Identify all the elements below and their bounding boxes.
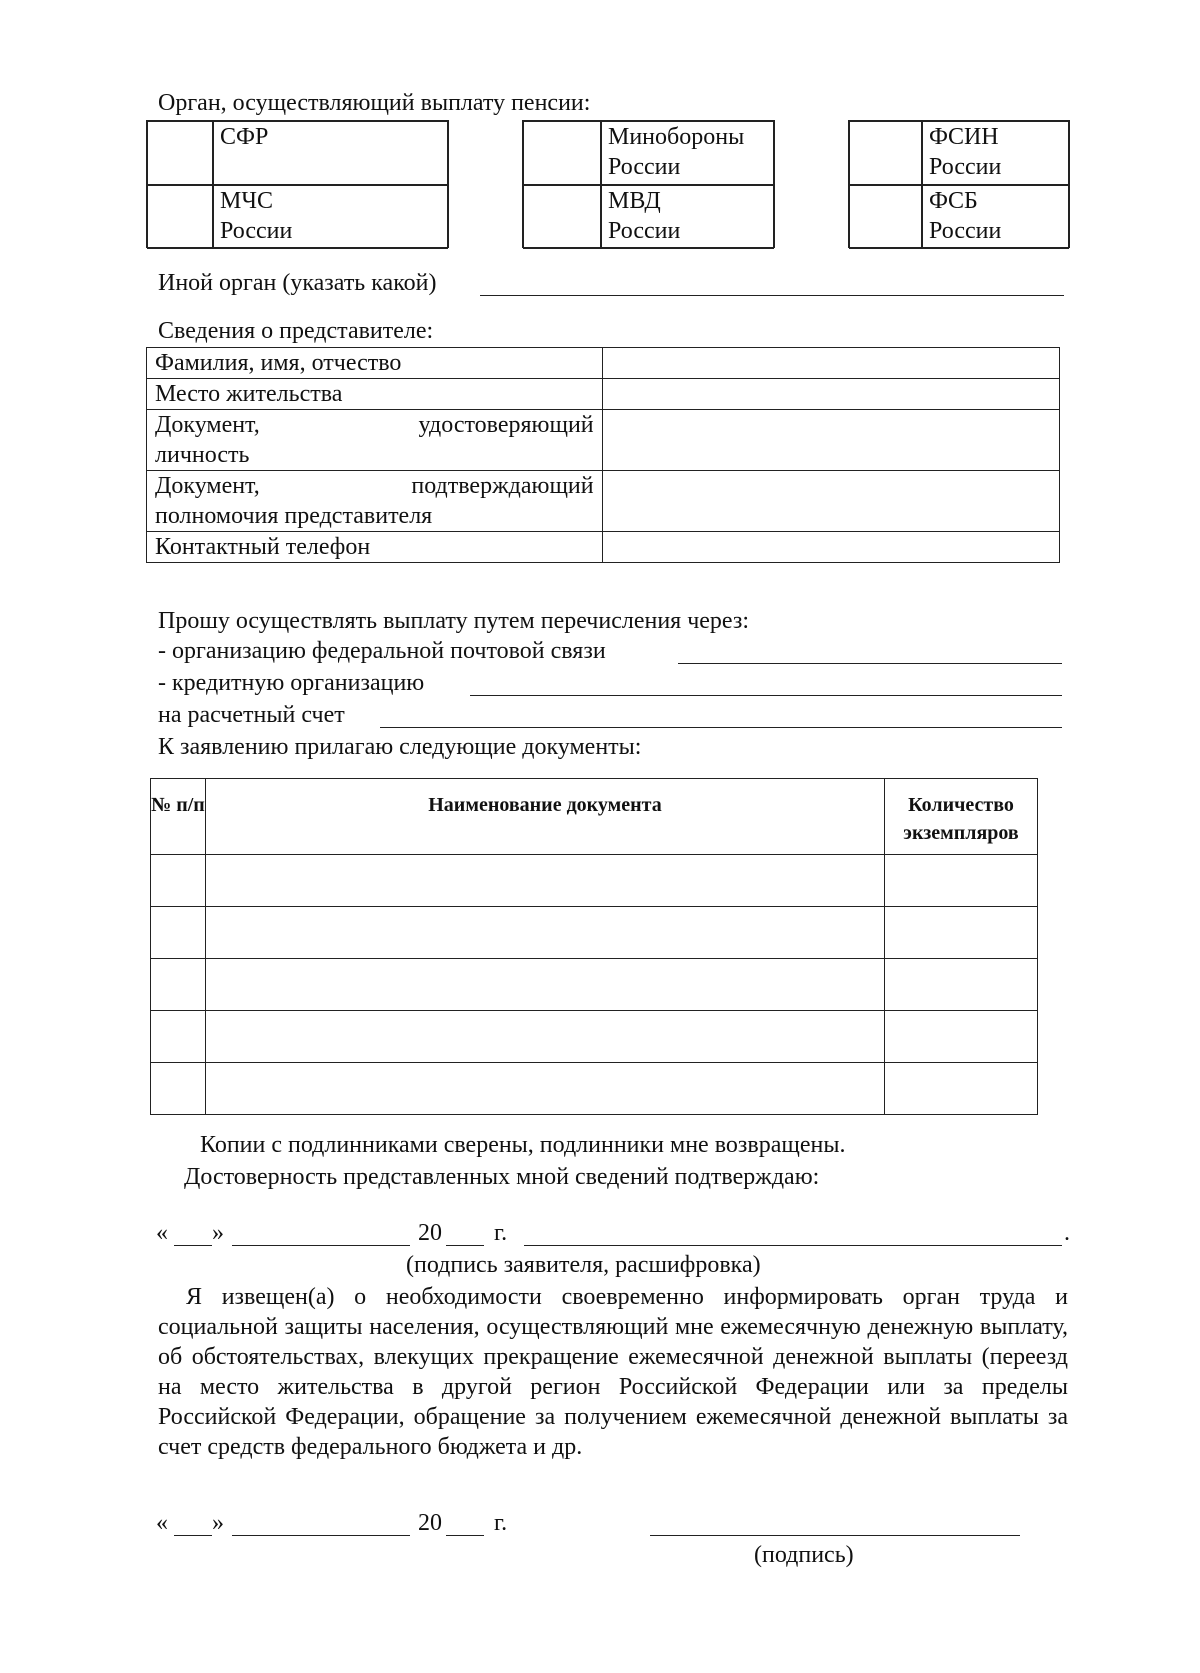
row-name-cell[interactable] <box>205 907 884 959</box>
copies-verified-text: Копии с подлинниками сверены, подлинники мне возвращены. <box>200 1132 846 1158</box>
date-month-field[interactable] <box>232 1245 410 1246</box>
rep-value-residence[interactable] <box>602 379 1059 410</box>
payment-postal-field[interactable] <box>678 663 1062 664</box>
row-number-cell[interactable] <box>151 907 206 959</box>
checkbox-mvd[interactable] <box>523 185 601 249</box>
checkbox-fsb[interactable] <box>849 185 922 249</box>
checkbox-sfr[interactable] <box>147 121 213 185</box>
rep-label-fio: Фамилия, имя, отчество <box>147 348 603 379</box>
applicant-signature-field[interactable] <box>524 1245 1062 1246</box>
checkbox-minoborony[interactable] <box>523 121 601 185</box>
row-name-cell[interactable] <box>205 1011 884 1063</box>
table-row <box>151 959 1038 1011</box>
row-name-cell[interactable] <box>205 1063 884 1115</box>
col-number-header: № п/п <box>151 779 206 855</box>
rep-value-fio[interactable] <box>602 348 1059 379</box>
row-number-cell[interactable] <box>151 855 206 907</box>
payment-credit-field[interactable] <box>470 695 1062 696</box>
payment-credit-label: - кредитную организацию <box>158 670 425 696</box>
rep-label-id-document: Документ, удостоверяющий личность <box>147 410 603 471</box>
row-quantity-cell[interactable] <box>885 959 1038 1011</box>
row-number-cell[interactable] <box>151 1063 206 1115</box>
date2-year-prefix: 20 <box>418 1510 442 1536</box>
date-open-quote: « <box>156 1220 168 1246</box>
col-quantity-header: Количество экземпляров <box>885 779 1038 855</box>
table-row <box>151 1011 1038 1063</box>
rep-row-phone <box>147 532 1060 563</box>
row-quantity-cell[interactable] <box>885 907 1038 959</box>
organ-mchs: МЧС России <box>213 185 448 249</box>
rep-row-fio <box>147 348 1060 379</box>
organ-mvd: МВД России <box>601 185 774 249</box>
checkbox-fsin[interactable] <box>849 121 922 185</box>
row-quantity-cell[interactable] <box>885 855 1038 907</box>
organ-group-fsin-fsb <box>848 120 1070 248</box>
notice-paragraph: Я извещен(а) о необходимости своевременно информировать орган труда и социальной защиты населения, осуществляющий мне ежемесячную денежную выплату, об обстоятельствах, влекущих прекращение ежемесячной денежной выплаты (переезд на место жительства в другой регион Российской Федерации или за пределы Российской Федерации, обращение за получением ежемесячной денежной выплаты за счет средств федерального бюджета и др. <box>158 1284 1068 1460</box>
rep-label-authority-document: Документ, подтверждающий полномочия представителя <box>147 471 603 532</box>
documents-table <box>150 778 1038 1115</box>
table-row <box>151 855 1038 907</box>
date2-close-quote: » <box>212 1510 224 1536</box>
payment-intro: Прошу осуществлять выплату путем перечисления через: <box>158 608 750 634</box>
signature-line-dot: . <box>1064 1220 1070 1246</box>
date2-month-field[interactable] <box>232 1535 410 1536</box>
documents-header-row <box>151 779 1038 855</box>
rep-value-authority-document[interactable] <box>602 471 1059 532</box>
attach-documents-label: К заявлению прилагаю следующие документы: <box>158 734 642 760</box>
table-row <box>151 1063 1038 1115</box>
rep-label-residence: Место жительства <box>147 379 603 410</box>
rep-label-phone: Контактный телефон <box>147 532 603 563</box>
representative-title: Сведения о представителе: <box>158 318 434 344</box>
pension-organ-title: Орган, осуществляющий выплату пенсии: <box>158 90 591 116</box>
row-number-cell[interactable] <box>151 1011 206 1063</box>
date-close-quote: » <box>212 1220 224 1246</box>
organ-sfr: СФР <box>213 121 448 185</box>
payment-account-field[interactable] <box>380 727 1062 728</box>
rep-row-residence <box>147 379 1060 410</box>
organ-group-sfr-mchs <box>146 120 449 248</box>
date2-year-suffix: г. <box>494 1510 508 1536</box>
date-year-prefix: 20 <box>418 1220 442 1246</box>
row-quantity-cell[interactable] <box>885 1063 1038 1115</box>
payment-account-label: на расчетный счет <box>158 702 345 728</box>
rep-value-id-document[interactable] <box>602 410 1059 471</box>
checkbox-mchs[interactable] <box>147 185 213 249</box>
notice-signature-field[interactable] <box>650 1535 1020 1536</box>
row-number-cell[interactable] <box>151 959 206 1011</box>
representative-table <box>146 347 1060 563</box>
row-name-cell[interactable] <box>205 959 884 1011</box>
other-organ-label: Иной орган (указать какой) <box>158 270 437 296</box>
date-year-suffix: г. <box>494 1220 508 1246</box>
rep-value-phone[interactable] <box>602 532 1059 563</box>
organ-fsin: ФСИН России <box>922 121 1069 185</box>
date-day-field[interactable] <box>174 1245 212 1246</box>
date2-year-field[interactable] <box>446 1535 484 1536</box>
date-year-field[interactable] <box>446 1245 484 1246</box>
table-row <box>151 907 1038 959</box>
payment-postal-label: - организацию федеральной почтовой связи <box>158 638 606 664</box>
other-organ-field[interactable] <box>480 295 1064 296</box>
rep-row-id-document <box>147 410 1060 471</box>
date2-day-field[interactable] <box>174 1535 212 1536</box>
date2-open-quote: « <box>156 1510 168 1536</box>
organ-group-mo-mvd <box>522 120 775 248</box>
col-name-header: Наименование документа <box>205 779 884 855</box>
row-name-cell[interactable] <box>205 855 884 907</box>
row-quantity-cell[interactable] <box>885 1011 1038 1063</box>
applicant-signature-caption: (подпись заявителя, расшифровка) <box>406 1252 761 1278</box>
rep-row-authority-document <box>147 471 1060 532</box>
organ-minoborony: Минобороны России <box>601 121 774 185</box>
notice-signature-caption: (подпись) <box>754 1542 854 1568</box>
organ-fsb: ФСБ России <box>922 185 1069 249</box>
reliability-confirm-text: Достоверность представленных мной сведений подтверждаю: <box>184 1164 820 1190</box>
